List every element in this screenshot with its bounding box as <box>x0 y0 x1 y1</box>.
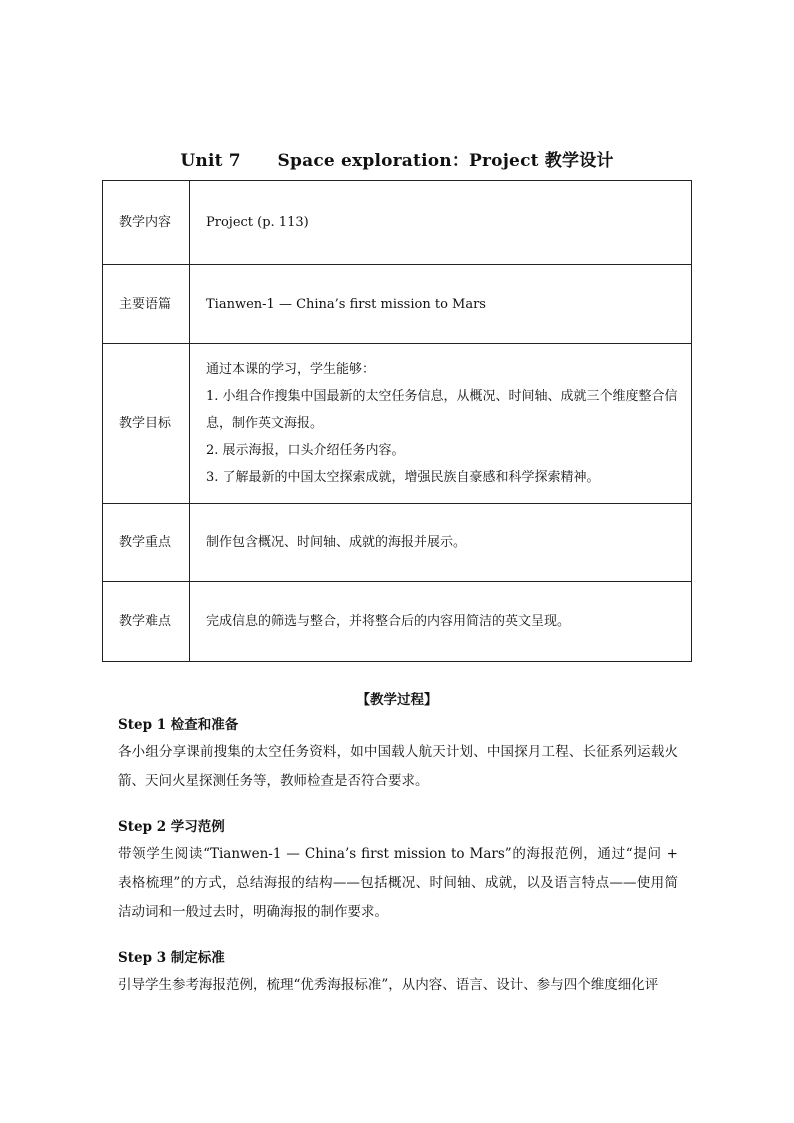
step-body: 引导学生参考海报范例，梳理“优秀海报标准”，从内容、语言、设计、参与四个维度细化评 <box>118 977 659 993</box>
table-row <box>103 265 692 344</box>
step-2 <box>118 814 678 927</box>
row-content <box>190 265 692 344</box>
teaching-steps <box>118 712 678 1018</box>
page-title: Unit 7 Space exploration：Project 教学设计 <box>180 151 614 171</box>
row-label: 教学内容 <box>103 181 190 265</box>
table-row <box>103 582 692 662</box>
step-3 <box>118 945 678 1000</box>
step-title: Step 2 学习范例 <box>118 819 225 835</box>
content-line: 制作包含概况、时间轴、成就的海报并展示。 <box>206 535 467 550</box>
row-content <box>190 504 692 582</box>
row-content <box>190 582 692 662</box>
table-row <box>103 344 692 504</box>
step-body: 各小组分享课前搜集的太空任务资料，如中国载人航天计划、中国探月工程、长征系列运载火箭、天问火星探测任务等，教师检查是否符合要求。 <box>118 744 678 789</box>
objective-item: 2. 展示海报，口头介绍任务内容。 <box>206 443 405 458</box>
row-label: 教学难点 <box>103 582 190 662</box>
objectives-intro: 通过本课的学习，学生能够： <box>206 362 376 377</box>
process-heading: 【教学过程】 <box>356 692 438 708</box>
content-line: Tianwen-1 — China’s first mission to Mars <box>206 296 486 312</box>
content-line: 完成信息的筛选与整合，并将整合后的内容用简洁的英文呈现。 <box>206 614 571 629</box>
row-label: 教学目标 <box>103 344 190 504</box>
row-content <box>190 181 692 265</box>
step-body: 带领学生阅读“Tianwen-1 — China’s first mission to Mars”的海报范例，通过“提问 + 表格梳理”的方式，总结海报的结构——包括概况、时间轴、成就，以及语言特点——使用简洁动词和一般过去时，明确海报的制作要求。 <box>118 846 678 920</box>
objective-item: 3. 了解最新的中国太空探索成就，增强民族自豪感和科学探索精神。 <box>206 470 600 485</box>
lesson-info-table <box>102 180 692 662</box>
objective-item: 1. 小组合作搜集中国最新的太空任务信息，从概况、时间轴、成就三个维度整合信息，制作英文海报。 <box>206 389 678 431</box>
row-label: 教学重点 <box>103 504 190 582</box>
step-title: Step 3 制定标准 <box>118 950 225 966</box>
step-1 <box>118 712 678 796</box>
table-row <box>103 181 692 265</box>
content-line: Project (p. 113) <box>206 215 309 230</box>
row-label: 主要语篇 <box>103 265 190 344</box>
row-content <box>190 344 692 504</box>
table-row <box>103 504 692 582</box>
step-title: Step 1 检查和准备 <box>118 717 239 733</box>
